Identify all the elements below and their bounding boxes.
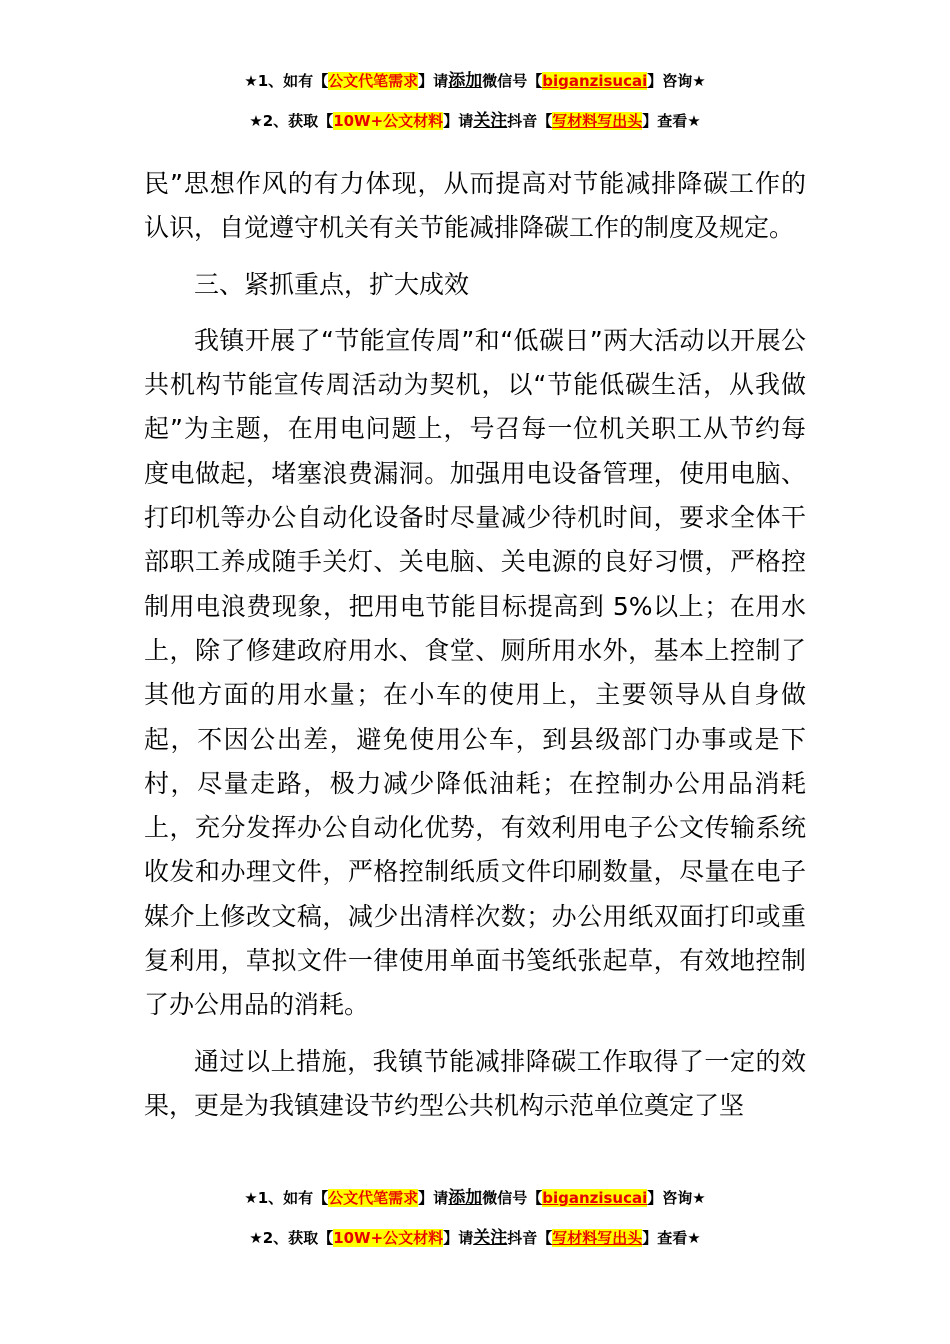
promo-text: 抖音【	[507, 1229, 553, 1247]
promo-text: 】请	[443, 1229, 474, 1247]
wechat-id-highlight: biganzisucai	[542, 72, 648, 90]
promo-text: ★2、获取【	[249, 1229, 334, 1247]
promo-emphasis: 关注	[473, 111, 508, 131]
promo-text: 】咨询★	[647, 72, 706, 90]
section-heading: 三、紧抓重点，扩大成效	[194, 269, 470, 299]
promo-text: 】请	[443, 112, 474, 130]
wechat-id-highlight: biganzisucai	[542, 1189, 648, 1207]
document-body	[144, 162, 806, 1128]
promo-text: 微信号【	[482, 1189, 543, 1207]
promo-text: ★2、获取【	[249, 112, 334, 130]
promo-highlight: 10W+公文材料	[333, 112, 444, 130]
promo-text: 】咨询★	[647, 1189, 706, 1207]
promo-emphasis: 关注	[473, 1228, 508, 1248]
footer-promo-line-1	[0, 1187, 950, 1209]
footer-promo-line-2	[0, 1227, 950, 1249]
promo-text: 微信号【	[482, 72, 543, 90]
promo-highlight: 10W+公文材料	[333, 1229, 444, 1247]
header-promo-line-1	[0, 70, 950, 92]
douyin-id-highlight: 写材料写出头	[552, 112, 643, 130]
promo-text: ★1、如有【	[244, 72, 329, 90]
promo-text: 】请	[418, 72, 449, 90]
promo-text: 抖音【	[507, 112, 553, 130]
promo-highlight: 公文代笔需求	[328, 72, 419, 90]
promo-emphasis: 添加	[448, 1188, 483, 1208]
paragraph-measures: 我镇开展了“节能宣传周”和“低碳日”两大活动以开展公共机构节能宣传周活动为契机，以“节能低碳生活，从我做起”为主题，在用电问题上，号召每一位机关职工从节约每度电做起，堵塞浪费漏洞。加强用电设备管理，使用电脑、打印机等办公自动化设备时尽量减少待机时间，要求全体干部职工养成随手关灯、关电脑、关电源的良好习惯，严格控制用电浪费现象，把用电节能目标提高到 5%以上；在用水上，除了修建政府用水、食堂、厕所用水外，基本上控制了其他方面的用水量；在小车的使用上，主要领导从自身做起，不因公出差，避免使用公车，到县级部门办事或是下村，尽量走路，极力减少降低油耗；在控制办公用品消耗上，充分发挥办公自动化优势，有效利用电子公文传输系统收发和办理文件，严格控制纸质文件印刷数量，尽量在电子媒介上修改文稿，减少出清样次数；办公用纸双面打印或重复利用，草拟文件一律使用单面书笺纸张起草，有效地控制了办公用品的消耗。	[144, 325, 806, 1020]
promo-text: 】请	[418, 1189, 449, 1207]
promo-text: 】查看★	[642, 1229, 701, 1247]
promo-text: 】查看★	[642, 112, 701, 130]
promo-text: ★1、如有【	[244, 1189, 329, 1207]
douyin-id-highlight: 写材料写出头	[552, 1229, 643, 1247]
promo-highlight: 公文代笔需求	[328, 1189, 419, 1207]
paragraph-continuation: 民”思想作风的有力体现，从而提高对节能减排降碳工作的认识，自觉遵守机关有关节能减排降碳工作的制度及规定。	[144, 169, 806, 243]
header-promo-line-2	[0, 110, 950, 132]
promo-emphasis: 添加	[448, 71, 483, 91]
paragraph-results: 通过以上措施，我镇节能减排降碳工作取得了一定的效果，更是为我镇建设节约型公共机构示范单位奠定了坚	[144, 1046, 806, 1120]
